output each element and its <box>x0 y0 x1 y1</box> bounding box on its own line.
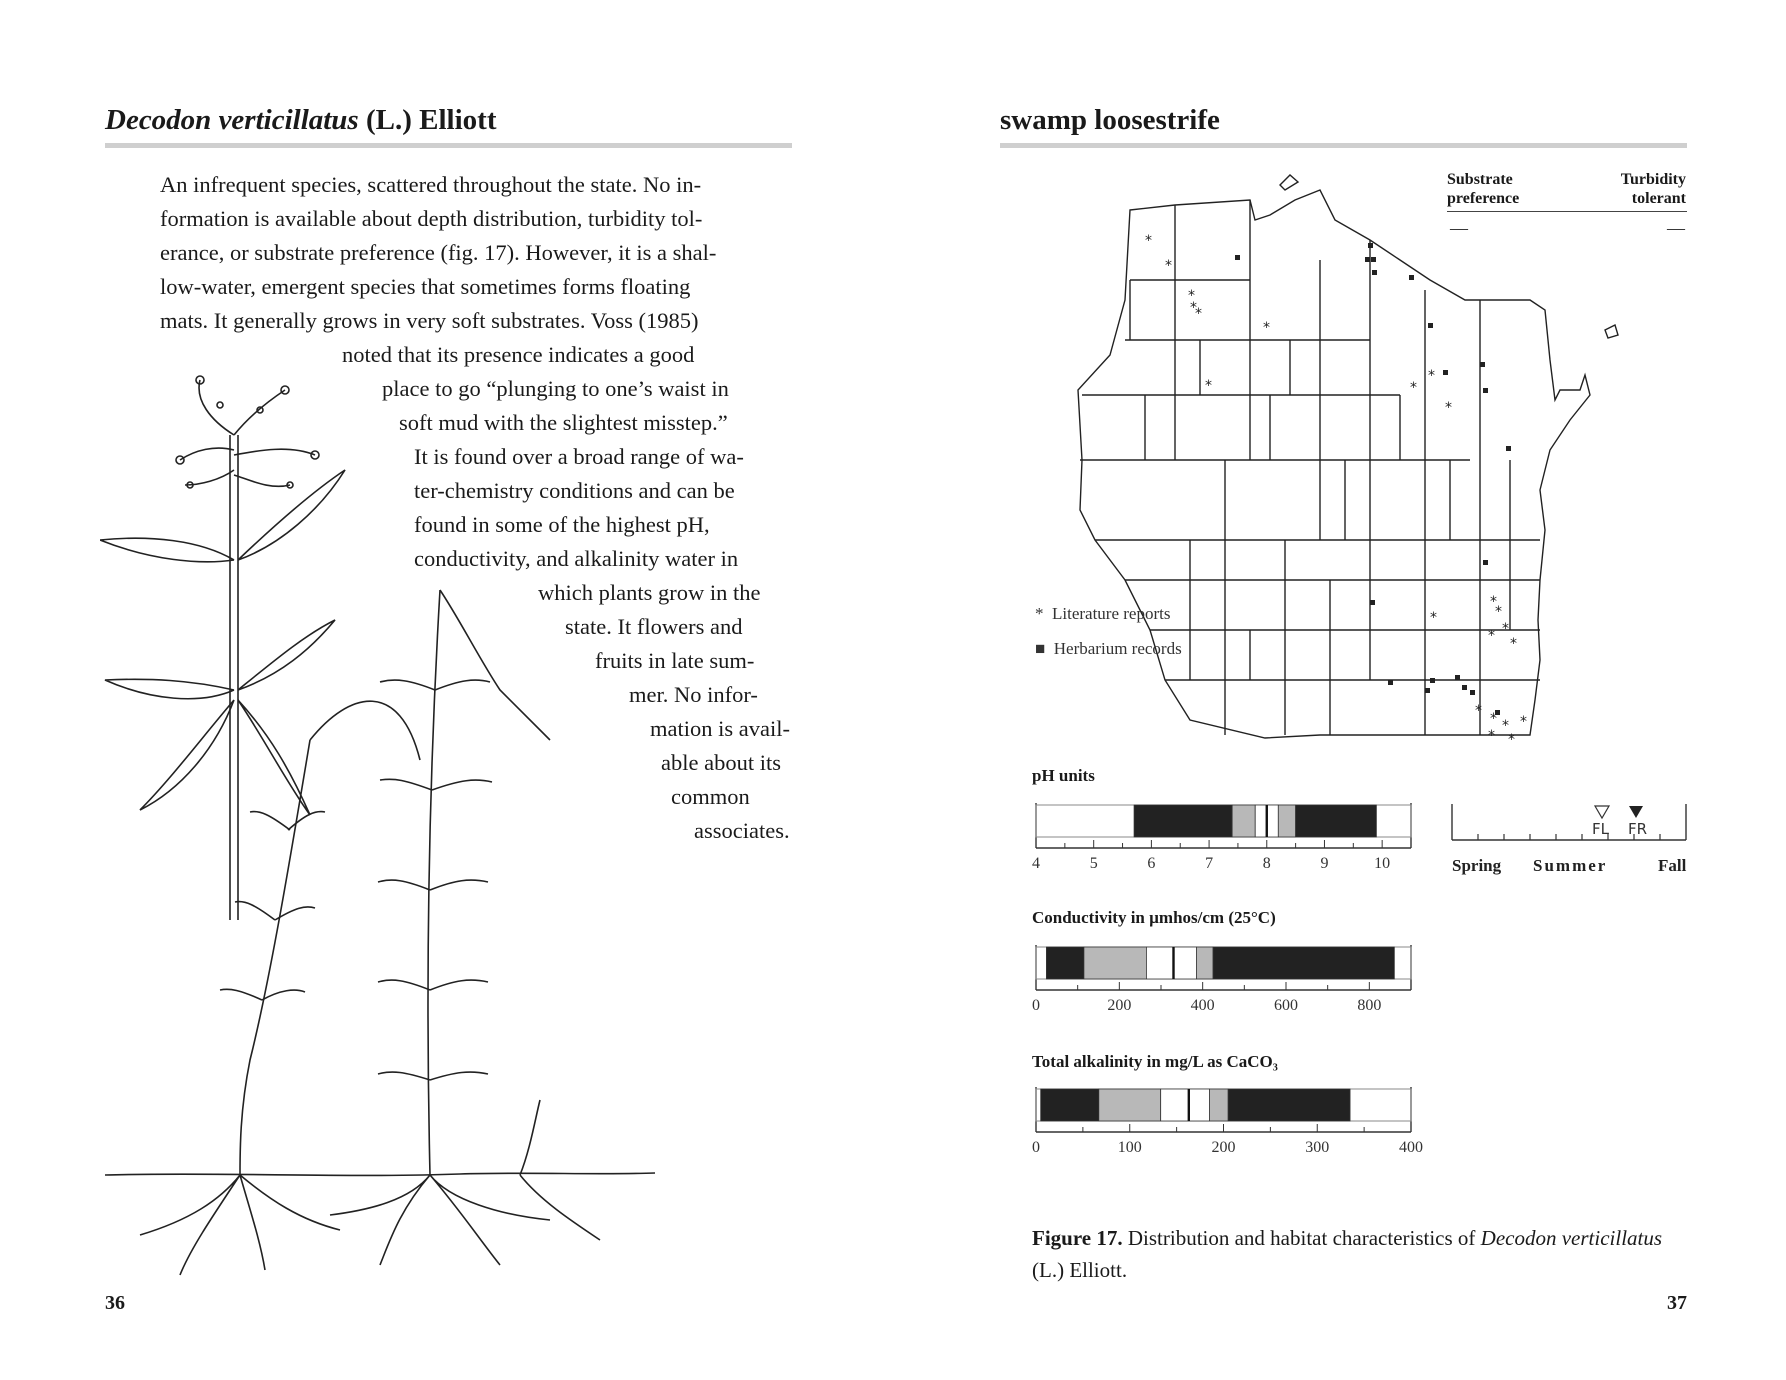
fruit-label: FR <box>1628 820 1648 838</box>
tick-label: 4 <box>1032 855 1040 872</box>
svg-text:*: * <box>1145 233 1152 249</box>
range-segment <box>1084 947 1147 979</box>
turbidity-value: — <box>1667 218 1685 238</box>
tick-label: 100 <box>1117 1139 1142 1156</box>
flower-label: FL <box>1592 820 1609 838</box>
svg-text:*: * <box>1488 728 1495 744</box>
svg-text:*: * <box>1165 258 1172 274</box>
species-name: Decodon verticillatus <box>105 104 359 136</box>
caption-end: (L.) Elliott. <box>1032 1258 1128 1282</box>
conductivity-chart-title: Conductivity in µmhos/cm (25°C) <box>1032 908 1276 927</box>
svg-text:*: * <box>1490 594 1497 610</box>
legend-literature-label: Literature reports <box>1052 604 1171 623</box>
species-author: (L.) Elliott <box>365 104 497 136</box>
range-segment <box>1099 1089 1161 1121</box>
body-line: found in some of the highest pH, <box>414 512 710 537</box>
body-line: which plants grow in the <box>538 580 761 605</box>
tick-label: 0 <box>1032 997 1040 1014</box>
caption-species: Decodon verticillatus <box>1480 1226 1663 1250</box>
svg-text:*: * <box>1488 628 1495 644</box>
body-line: soft mud with the slightest misstep.” <box>399 410 728 435</box>
right-title-rule <box>1000 143 1687 148</box>
svg-text:*: * <box>1188 288 1195 304</box>
svg-text:*: * <box>1190 300 1197 316</box>
tick-label: 300 <box>1305 1139 1330 1156</box>
spring-label: Spring <box>1452 856 1502 875</box>
legend-herbarium <box>1035 639 1182 659</box>
tick-label: 9 <box>1320 855 1329 872</box>
body-line: common <box>671 784 750 809</box>
range-segment <box>1232 805 1255 837</box>
tick-label: 5 <box>1089 855 1098 872</box>
conductivity-chart <box>1030 942 1430 1020</box>
body-line: formation is available about depth distribution, turbidity tol- <box>160 206 703 231</box>
body-line: fruits in late sum- <box>595 648 755 673</box>
range-segment <box>1196 947 1213 979</box>
range-segment <box>1046 947 1084 979</box>
common-name-title: swamp loosestrife <box>1000 104 1220 136</box>
svg-text:*: * <box>1502 621 1509 637</box>
left-title-rule <box>105 143 792 148</box>
figure-caption <box>1032 1222 1672 1286</box>
ph-chart <box>1030 800 1420 878</box>
range-segment <box>1134 805 1232 837</box>
tick-label: 800 <box>1357 997 1382 1014</box>
tick-label: 400 <box>1190 997 1215 1014</box>
body-line: An infrequent species, scattered throughout the state. No in- <box>160 172 702 197</box>
body-line: It is found over a broad range of wa- <box>414 444 744 469</box>
fruiting-triangle-icon <box>1629 806 1643 818</box>
svg-text:*: * <box>1410 380 1417 396</box>
tick-label: 600 <box>1274 997 1298 1014</box>
svg-text:*: * <box>1263 320 1270 336</box>
svg-text:*: * <box>1195 306 1202 322</box>
svg-text:*: * <box>1508 732 1515 748</box>
tick-label: 6 <box>1147 855 1156 872</box>
wisconsin-county-map <box>1070 160 1630 760</box>
range-segment <box>1209 1089 1228 1121</box>
caption-label: Figure 17. <box>1032 1226 1123 1250</box>
body-line: ter-chemistry conditions and can be <box>414 478 735 503</box>
caption-text: Distribution and habitat characteristics of <box>1122 1226 1481 1250</box>
svg-text:*: * <box>1502 718 1509 734</box>
tick-label: 10 <box>1374 855 1391 872</box>
svg-text:*: * <box>1428 368 1435 384</box>
svg-text:*: * <box>1430 610 1437 626</box>
svg-text:*: * <box>1495 604 1502 620</box>
body-line: low-water, emergent species that sometimes forms floating <box>160 274 691 299</box>
body-line: able about its <box>661 750 781 775</box>
right-page-number: 37 <box>1667 1292 1687 1314</box>
fall-label: Fall <box>1658 856 1687 875</box>
plant-illustration <box>100 360 660 1290</box>
body-line: erance, or substrate preference (fig. 17). However, it is a shal- <box>160 240 717 265</box>
phenology-chart <box>1448 800 1693 880</box>
turbidity-label-line1: Turbidity <box>1620 171 1686 188</box>
substrate-value: — <box>1450 218 1468 238</box>
range-segment <box>1228 1089 1350 1121</box>
svg-text:*: * <box>1490 711 1497 727</box>
tick-label: 400 <box>1399 1139 1423 1156</box>
asterisk-icon: * <box>1035 604 1044 623</box>
body-line: place to go “plunging to one’s waist in <box>382 376 729 401</box>
literature-reports <box>1145 233 1527 748</box>
body-line: mer. No infor- <box>629 682 758 707</box>
substrate-label-line2: preference <box>1447 190 1520 207</box>
legend-herbarium-label: Herbarium records <box>1053 639 1182 658</box>
range-segment <box>1213 947 1394 979</box>
range-segment <box>1278 805 1295 837</box>
range-segment <box>1041 1089 1099 1121</box>
range-segment <box>1161 1089 1210 1121</box>
ph-chart-title: pH units <box>1032 766 1095 785</box>
svg-text:*: * <box>1205 378 1212 394</box>
herbarium-records <box>1235 243 1511 715</box>
range-segment <box>1146 947 1196 979</box>
tick-label: 0 <box>1032 1139 1040 1156</box>
alkalinity-chart-title: Total alkalinity in mg/L as CaCO₃ <box>1032 1052 1278 1071</box>
body-line: mation is avail- <box>650 716 790 741</box>
svg-text:*: * <box>1445 400 1452 416</box>
body-line: associates. <box>694 818 790 843</box>
legend-literature <box>1035 604 1170 624</box>
alkalinity-chart <box>1030 1084 1430 1162</box>
tick-label: 8 <box>1262 855 1271 872</box>
tick-label: 200 <box>1211 1139 1236 1156</box>
summer-label: Summer <box>1533 856 1608 875</box>
body-line: mats. It generally grows in very soft substrates. Voss (1985) <box>160 308 699 333</box>
body-line: noted that its presence indicates a good <box>342 342 695 367</box>
body-line: state. It flowers and <box>565 614 743 639</box>
square-icon: ■ <box>1035 639 1046 658</box>
left-page-number: 36 <box>105 1292 125 1314</box>
tick-label: 7 <box>1205 855 1214 872</box>
tick-label: 200 <box>1107 997 1132 1014</box>
svg-text:*: * <box>1520 714 1527 730</box>
svg-text:*: * <box>1510 636 1517 652</box>
svg-text:*: * <box>1475 703 1482 719</box>
turbidity-label-line2: tolerant <box>1631 190 1686 207</box>
left-page-title <box>105 104 496 137</box>
substrate-label-line1: Substrate <box>1447 171 1513 188</box>
body-line: conductivity, and alkalinity water in <box>414 546 739 571</box>
flowering-triangle-icon <box>1595 806 1609 818</box>
range-segment <box>1296 805 1377 837</box>
